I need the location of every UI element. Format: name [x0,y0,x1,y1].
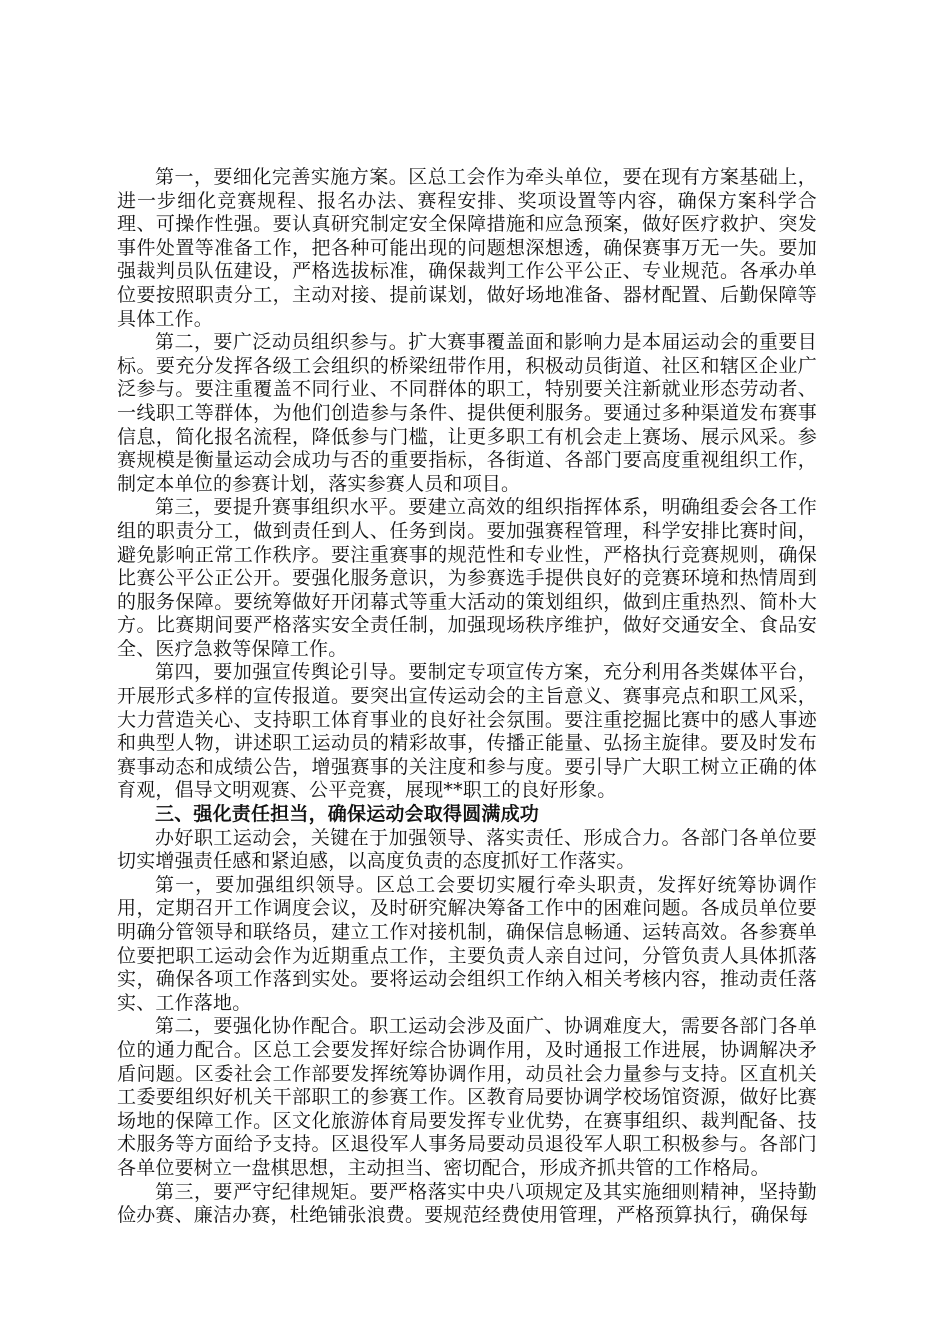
paragraph-fourth-publicity: 第四，要加强宣传舆论引导。要制定专项宣传方案，充分利用各类媒体平台，开展形式多样的宣传报道。要突出宣传运动会的主旨意义、赛事亮点和职工风采，大力营造关心、支持职工体育事业的良好社会氛围。要注重挖掘比赛中的感人事迹和典型人物，讲述职工运动员的精彩故事，传播正能量、弘扬主旋律。要及时发布赛事动态和成绩公告，增强赛事的关注度和参与度。要引导广大职工树立正确的体育观，倡导文明观赛、公平竞赛，展现**职工的良好形象。 [117,661,817,802]
section-intro-paragraph: 办好职工运动会，关键在于加强领导、落实责任、形成合力。各部门各单位要切实增强责任感和紧迫感，以高度负责的态度抓好工作落实。 [117,826,817,873]
paragraph-third-discipline: 第三，要严守纪律规矩。要严格落实中央八项规定及其实施细则精神，坚持勤俭办赛、廉洁办赛，杜绝铺张浪费。要规范经费使用管理，严格预算执行，确保每 [117,1180,817,1227]
paragraph-first-refine-plan: 第一，要细化完善实施方案。区总工会作为牵头单位，要在现有方案基础上，进一步细化竞赛规程、报名办法、赛程安排、奖项设置等内容，确保方案科学合理、可操作性强。要认真研究制定安全保障措施和应急预案，做好医疗救护、突发事件处置等准备工作，把各种可能出现的问题想深想透，确保赛事万无一失。要加强裁判员队伍建设，严格选拔标准，确保裁判工作公平公正、专业规范。各承办单位要按照职责分工，主动对接、提前谋划，做好场地准备、器材配置、后勤保障等具体工作。 [117,166,817,330]
section-heading: 三、强化责任担当，确保运动会取得圆满成功 [155,803,540,826]
paragraph-first-leadership: 第一，要加强组织领导。区总工会要切实履行牵头职责，发挥好统筹协调作用，定期召开工作调度会议，及时研究解决筹备工作中的困难问题。各成员单位要明确分管领导和联络员，建立工作对接机制，确保信息畅通、运转高效。各参赛单位要把职工运动会作为近期重点工作，主要负责人亲自过问，分管负责人具体抓落实，确保各项工作落到实处。要将运动会组织工作纳入相关考核内容，推动责任落实、工作落地。 [117,873,817,1014]
document-page [117,166,817,1228]
paragraph-second-cooperation: 第二，要强化协作配合。职工运动会涉及面广、协调难度大，需要各部门各单位的通力配合。区总工会要发挥好综合协调作用，及时通报工作进展，协调解决矛盾问题。区委社会工作部要发挥统筹协调作用，动员社会力量参与支持。区直机关工委要组织好机关干部职工的参赛工作。区教育局要协调学校场馆资源，做好比赛场地的保障工作。区文化旅游体育局要发挥专业优势，在赛事组织、裁判配备、技术服务等方面给予支持。区退役军人事务局要动员退役军人职工积极参与。各部门各单位要树立一盘棋思想，主动担当、密切配合，形成齐抓共管的工作格局。 [117,1015,817,1179]
paragraph-third-improve-organization: 第三，要提升赛事组织水平。要建立高效的组织指挥体系，明确组委会各工作组的职责分工，做到责任到人、任务到岗。要加强赛程管理，科学安排比赛时间，避免影响正常工作秩序。要注重赛事的规范性和专业性，严格执行竞赛规则，确保比赛公平公正公开。要强化服务意识，为参赛选手提供良好的竞赛环境和热情周到的服务保障。要统筹做好开闭幕式等重大活动的策划组织，做到庄重热烈、简朴大方。比赛期间要严格落实安全责任制，加强现场秩序维护，做好交通安全、食品安全、医疗急救等保障工作。 [117,496,817,660]
paragraph-second-mobilize-participation: 第二，要广泛动员组织参与。扩大赛事覆盖面和影响力是本届运动会的重要目标。要充分发挥各级工会组织的桥梁纽带作用，积极动员街道、社区和辖区企业广泛参与。要注重覆盖不同行业、不同群体的职工，特别要关注新就业形态劳动者、一线职工等群体，为他们创造参与条件、提供便利服务。要通过多种渠道发布赛事信息，简化报名流程，降低参与门槛，让更多职工有机会走上赛场、展示风采。参赛规模是衡量运动会成功与否的重要指标，各街道、各部门要高度重视组织工作，制定本单位的参赛计划，落实参赛人员和项目。 [117,331,817,495]
